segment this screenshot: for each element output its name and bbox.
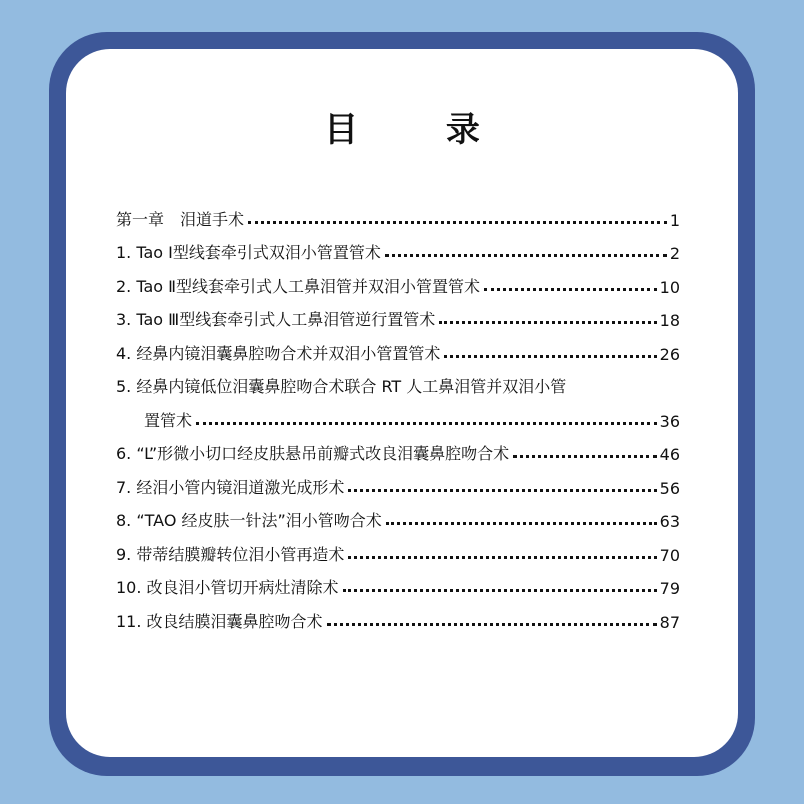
leader-dots bbox=[385, 254, 667, 257]
toc-entry-page: 26 bbox=[659, 344, 680, 364]
toc-entry-label: 9. 带蒂结膜瓣转位泪小管再造术 bbox=[116, 544, 345, 564]
toc-entry-continuation[interactable] bbox=[116, 397, 680, 431]
toc-entry-page: 10 bbox=[659, 277, 680, 297]
leader-dots bbox=[196, 422, 657, 425]
toc-entry[interactable] bbox=[116, 330, 680, 364]
leader-dots bbox=[348, 556, 656, 559]
leader-dots bbox=[484, 288, 657, 291]
table-of-contents bbox=[116, 196, 680, 632]
leader-dots bbox=[348, 489, 656, 492]
leader-dots bbox=[444, 355, 656, 358]
toc-entry-page: 70 bbox=[659, 545, 680, 565]
leader-dots bbox=[386, 522, 657, 525]
toc-entry-label-continued: 置管术 bbox=[144, 410, 193, 430]
toc-entry-page: 79 bbox=[659, 579, 680, 598]
toc-entry-page: 63 bbox=[659, 512, 680, 531]
toc-entry[interactable] bbox=[116, 196, 680, 230]
leader-dots bbox=[439, 321, 656, 324]
toc-entry[interactable] bbox=[116, 565, 680, 599]
leader-dots bbox=[248, 221, 667, 224]
toc-entry-page: 87 bbox=[659, 612, 680, 632]
toc-entry-label: 第一章 泪道手术 bbox=[116, 209, 245, 229]
toc-entry[interactable] bbox=[116, 431, 680, 465]
toc-entry[interactable] bbox=[116, 364, 680, 398]
toc-entry-page: 1 bbox=[669, 210, 680, 230]
toc-entry[interactable] bbox=[116, 297, 680, 331]
toc-entry[interactable] bbox=[116, 464, 680, 498]
toc-entry[interactable] bbox=[116, 598, 680, 632]
toc-entry-label: 7. 经泪小管内镜泪道激光成形术 bbox=[116, 477, 345, 497]
toc-entry-label: 4. 经鼻内镜泪囊鼻腔吻合术并双泪小管置管术 bbox=[116, 343, 441, 363]
toc-entry-label: 1. Tao Ⅰ型线套牵引式双泪小管置管术 bbox=[116, 243, 381, 262]
toc-entry[interactable] bbox=[116, 230, 680, 264]
toc-entry[interactable] bbox=[116, 263, 680, 297]
toc-entry-page: 36 bbox=[659, 411, 680, 431]
toc-entry-page: 18 bbox=[659, 311, 680, 330]
toc-entry-page: 46 bbox=[659, 445, 680, 464]
toc-entry-label: 2. Tao Ⅱ型线套牵引式人工鼻泪管并双泪小管置管术 bbox=[116, 276, 481, 296]
toc-entry-label: 10. 改良泪小管切开病灶清除术 bbox=[116, 578, 339, 597]
toc-entry-label: 6. “L”形微小切口经皮肤悬吊前瓣式改良泪囊鼻腔吻合术 bbox=[116, 444, 510, 463]
page-title: 目 录 bbox=[324, 110, 518, 150]
leader-dots bbox=[513, 455, 656, 458]
toc-entry-page: 56 bbox=[659, 478, 680, 498]
toc-entry[interactable] bbox=[116, 498, 680, 532]
toc-entry[interactable] bbox=[116, 531, 680, 565]
leader-dots bbox=[343, 589, 657, 592]
toc-entry-label: 3. Tao Ⅲ型线套牵引式人工鼻泪管逆行置管术 bbox=[116, 310, 436, 329]
toc-entry-label: 11. 改良结膜泪囊鼻腔吻合术 bbox=[116, 611, 323, 631]
toc-entry-page: 2 bbox=[669, 244, 680, 263]
toc-entry-label: 8. “TAO 经皮肤一针法”泪小管吻合术 bbox=[116, 511, 382, 530]
toc-entry-label: 5. 经鼻内镜低位泪囊鼻腔吻合术联合 RT 人工鼻泪管并双泪小管 bbox=[116, 377, 567, 396]
leader-dots bbox=[327, 623, 657, 626]
